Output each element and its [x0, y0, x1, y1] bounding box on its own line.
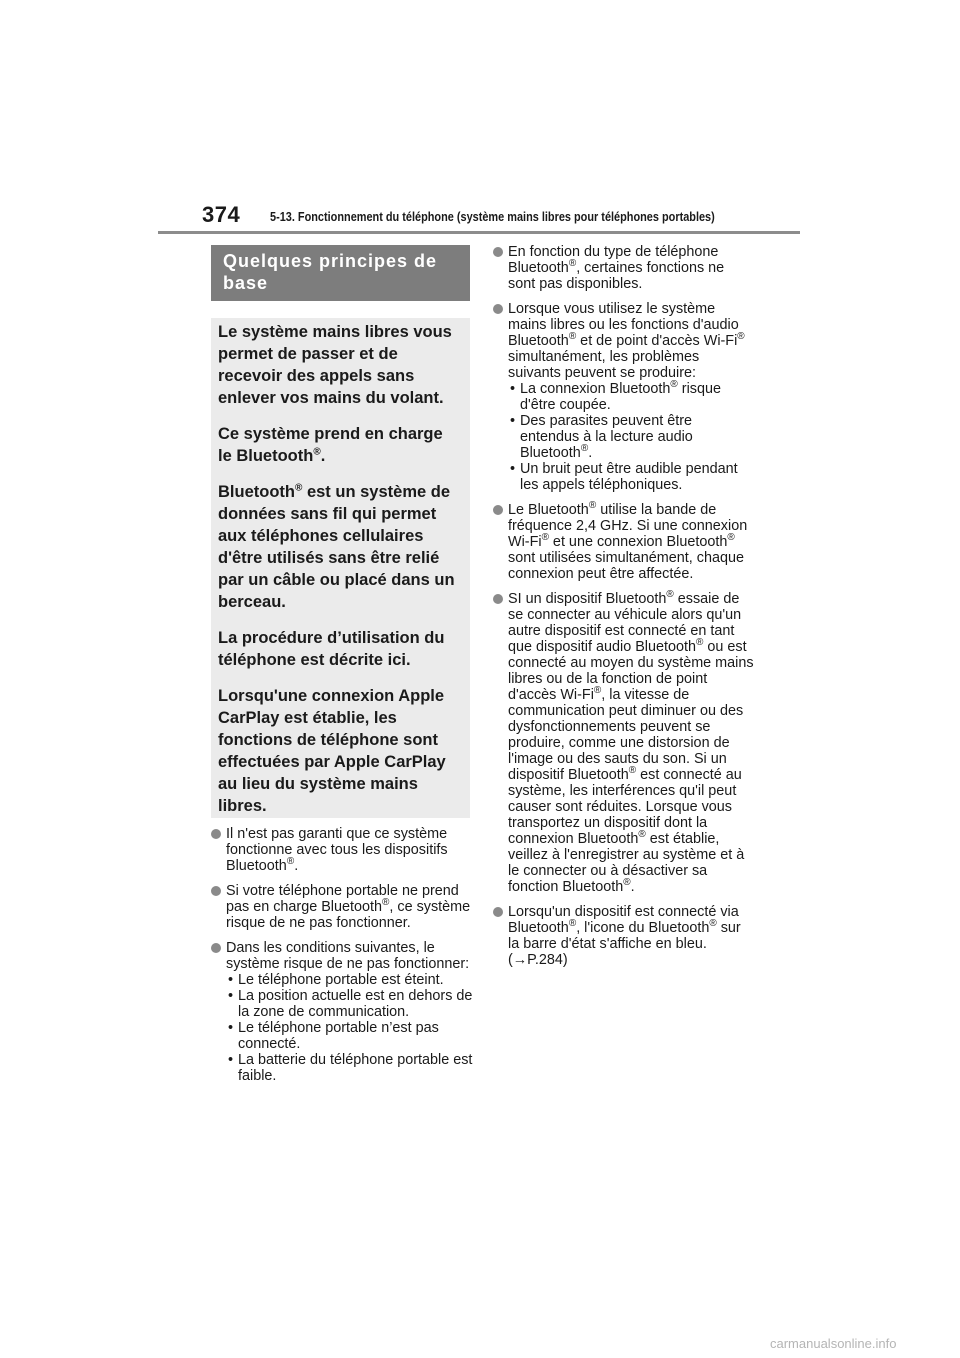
header-rule [158, 231, 800, 234]
note-item [493, 591, 755, 895]
section-title: Quelques principes de base [223, 251, 438, 293]
bullet-dot-icon [211, 886, 221, 896]
page-header [200, 200, 800, 238]
problem-item: • La connexion Bluetooth® risque d'être coupée. [510, 379, 721, 413]
intro-paragraph: Le système mains libres vous permet de passer et de recevoir des appels sans enlever vos mains du volant. [218, 323, 452, 407]
bullet-dot-icon [493, 594, 503, 604]
bullet-dot-icon [211, 829, 221, 839]
note-text: Le Bluetooth® utilise la bande de fréquence 2,4 GHz. Si une connexion Wi-Fi® et une connexion Bluetooth® sont utilisées simultanément, chaque connexion peut être affectée. [508, 500, 748, 582]
note-text: Lorsque vous utilisez le système mains libres ou les fonctions d'audio Bluetooth® et de point d'accès Wi-Fi® simultanément, les problèmes suivants peuvent se produire: [508, 301, 745, 381]
conditions-list [226, 972, 473, 1084]
bullet-dot-icon [493, 247, 503, 257]
condition-text: Le téléphone portable n’est pas connecté. [238, 1020, 439, 1052]
page-number: 374 [202, 202, 241, 227]
note-text: Si votre téléphone portable ne prend pas en charge Bluetooth®, ce système risque de ne pas fonctionner. [226, 883, 471, 931]
bullet-dot-icon [493, 505, 503, 515]
note-text: SI un dispositif Bluetooth® essaie de se connecter au véhicule alors qu'un autre dispositif est connecté en tant que dispositif audio Bluetooth® ou est connecté au moyen du système mains libres ou de la fonction de point d'accès Wi-Fi®, la vitesse de communication peut diminuer ou des dysfonctionnements peuvent se produire, comme une distorsion de l'image ou des sauts du son. Si un dispositif Bluetooth® est connecté au système, les interférences qu'il peut causer sont réduites. Lorsque vous transportez un dispositif dont la connexion Bluetooth® est établie, veillez à l'enregistrer au système et à le connecter ou à désactiver sa fonction Bluetooth®. [508, 589, 754, 895]
note-item [211, 883, 473, 931]
condition-item: • Le téléphone portable est éteint. [228, 972, 444, 988]
intro-paragraph: Lorsqu'une connexion Apple CarPlay est établie, les fonctions de téléphone sont effectuées par Apple CarPlay au lieu du système mains libres. [218, 687, 446, 815]
condition-item: • La position actuelle est en dehors de la zone de communication. [228, 988, 473, 1020]
bullet-dot-icon [211, 943, 221, 953]
note-item [493, 502, 755, 582]
watermark: carmanualsonline.info [770, 1336, 897, 1351]
condition-item: • Le téléphone portable n’est pas connecté. [228, 1020, 439, 1052]
intro-paragraph: Bluetooth® est un système de données sans fil qui permet aux téléphones cellulaires d'être utilisés sans être relié par un câble ou placé dans un berceau. [218, 482, 455, 611]
condition-text: Le téléphone portable est éteint. [238, 972, 444, 988]
chapter-title: 5-13. Fonctionnement du téléphone (système mains libres pour téléphones portables) [270, 209, 715, 224]
intro-box [211, 318, 470, 818]
note-item [211, 940, 473, 1084]
problem-item: • Un bruit peut être audible pendant les appels téléphoniques. [510, 461, 738, 493]
note-text: Dans les conditions suivantes, le système risque de ne pas fonctionner: [226, 940, 470, 972]
notes-column-left [211, 826, 473, 1093]
bullet-dot-icon [493, 304, 503, 314]
problem-text: Un bruit peut être audible pendant les appels téléphoniques. [520, 461, 738, 493]
section-heading-bar [211, 245, 470, 301]
intro-paragraph: La procédure d’utilisation du téléphone est décrite ici. [218, 629, 445, 669]
problems-list [508, 381, 755, 493]
problem-text: La connexion Bluetooth® risque d'être coupée. [520, 379, 721, 413]
note-text: Il n'est pas garanti que ce système fonctionne avec tous les dispositifs Bluetooth®. [226, 826, 448, 874]
note-item [493, 904, 755, 968]
problem-text: Des parasites peuvent être entendus à la lecture audio Bluetooth®. [520, 413, 693, 461]
problem-item: • Des parasites peuvent être entendus à la lecture audio Bluetooth®. [510, 413, 693, 461]
note-item [493, 301, 755, 493]
note-item [493, 244, 755, 292]
note-text: Lorsqu'un dispositif est connecté via Bluetooth®, l'icone du Bluetooth® sur la barre d'état s'affiche en bleu. (→P.284) [508, 904, 741, 968]
bullet-dot-icon [493, 907, 503, 917]
condition-text: La batterie du téléphone portable est faible. [238, 1052, 473, 1084]
condition-text: La position actuelle est en dehors de la zone de communication. [238, 988, 473, 1020]
intro-paragraph: Ce système prend en charge le Bluetooth®. [218, 425, 443, 465]
note-item [211, 826, 473, 874]
condition-item: • La batterie du téléphone portable est faible. [228, 1052, 473, 1084]
notes-column-right [493, 244, 755, 977]
note-text: En fonction du type de téléphone Bluetooth®, certaines fonctions ne sont pas disponibles. [508, 244, 725, 292]
